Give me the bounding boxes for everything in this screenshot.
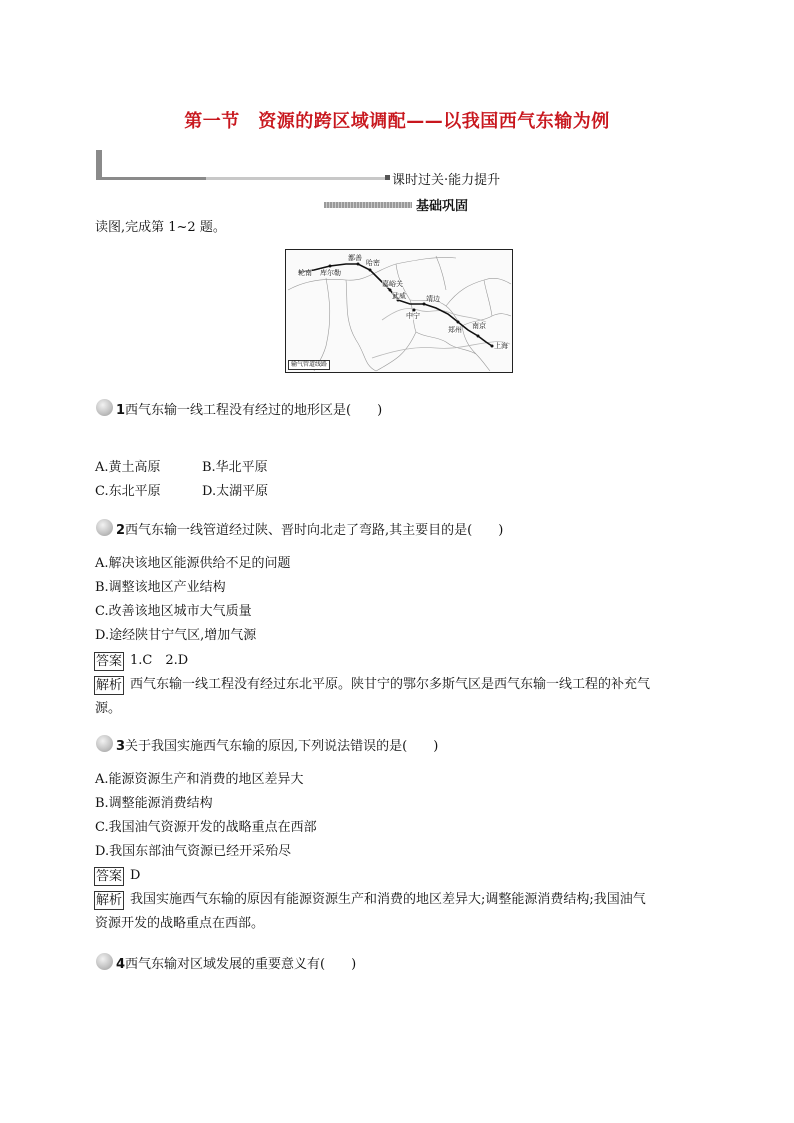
answer-tag: 答案 <box>96 654 123 669</box>
analysis-line: 资源开发的战略重点在西部。 <box>95 916 265 931</box>
question-text: 西气东输一线工程没有经过的地形区是( ) <box>125 403 383 418</box>
question-icon <box>96 953 113 970</box>
option-a: A.黄土高原 <box>95 460 161 475</box>
question-4 <box>116 955 356 975</box>
option-d: D.途经陕甘宁气区,增加气源 <box>95 628 257 643</box>
pipeline-map <box>285 249 513 373</box>
question-text: 西气东输对区域发展的重要意义有( ) <box>125 957 357 972</box>
option-a: A.能源资源生产和消费的地区差异大 <box>95 772 304 787</box>
map-city-label: 嘉峪关 <box>382 280 403 288</box>
question-text: 关于我国实施西气东输的原因,下列说法错误的是( ) <box>125 739 439 754</box>
banner-dot <box>385 175 390 180</box>
option-b: B.调整能源消费结构 <box>95 796 213 811</box>
section-bar <box>324 202 412 208</box>
analysis-tag: 解析 <box>96 893 123 908</box>
option-c: C.改善该地区城市大气质量 <box>95 604 252 619</box>
question-number: 3 <box>116 739 126 754</box>
question-number: 2 <box>116 523 126 538</box>
banner-divider <box>96 177 386 180</box>
answer-value: 1.C 2.D <box>130 653 189 668</box>
analysis-line: 源。 <box>95 701 122 716</box>
section-heading: 基础巩固 <box>416 199 469 214</box>
answer-value: D <box>130 868 141 883</box>
question-icon <box>96 519 113 536</box>
map-city-label: 轮南 <box>298 269 312 277</box>
question-number: 4 <box>116 957 126 972</box>
option-c: C.东北平原 <box>95 484 161 499</box>
question-text: 西气东输一线管道经过陕、晋时向北走了弯路,其主要目的是( ) <box>125 523 504 538</box>
question-icon <box>96 735 113 752</box>
map-city-label: 上海 <box>494 342 508 350</box>
question-icon <box>96 399 113 416</box>
answer-tag: 答案 <box>96 869 123 884</box>
option-c: C.我国油气资源开发的战略重点在西部 <box>95 820 317 835</box>
map-city-label: 哈密 <box>366 259 380 267</box>
banner-label: 课时过关·能力提升 <box>392 173 501 188</box>
map-city-label: 库尔勒 <box>320 269 341 277</box>
question-number: 1 <box>116 403 126 418</box>
option-b: B.华北平原 <box>202 460 268 475</box>
analysis-line: 西气东输一线工程没有经过东北平原。陕甘宁的鄂尔多斯气区是西气东输一线工程的补充气 <box>130 677 651 692</box>
question-2 <box>116 521 503 541</box>
map-city-label: 靖边 <box>426 295 440 303</box>
banner-bar <box>96 150 102 180</box>
map-legend: 输气管道线路 <box>288 360 330 370</box>
map-city-label: 郑州 <box>448 326 462 334</box>
question-1 <box>116 401 382 421</box>
page-title: 第一节 资源的跨区域调配——以我国西气东输为例 <box>184 111 610 132</box>
map-city-label: 南京 <box>472 322 486 330</box>
option-b: B.调整该地区产业结构 <box>95 580 226 595</box>
intro-text: 读图,完成第 1~2 题。 <box>95 220 226 235</box>
rivers <box>372 308 510 358</box>
option-d: D.太湖平原 <box>202 484 269 499</box>
map-city-label: 鄯善 <box>348 254 362 262</box>
option-d: D.我国东部油气资源已经开采殆尽 <box>95 844 292 859</box>
option-a: A.解决该地区能源供给不足的问题 <box>95 556 291 571</box>
map-city-label: 武威 <box>392 292 406 300</box>
map-city-label: 中宁 <box>406 312 420 320</box>
question-3 <box>116 737 438 757</box>
analysis-line: 我国实施西气东输的原因有能源资源生产和消费的地区差异大;调整能源消费结构;我国油气 <box>130 892 646 907</box>
analysis-tag: 解析 <box>96 678 123 693</box>
